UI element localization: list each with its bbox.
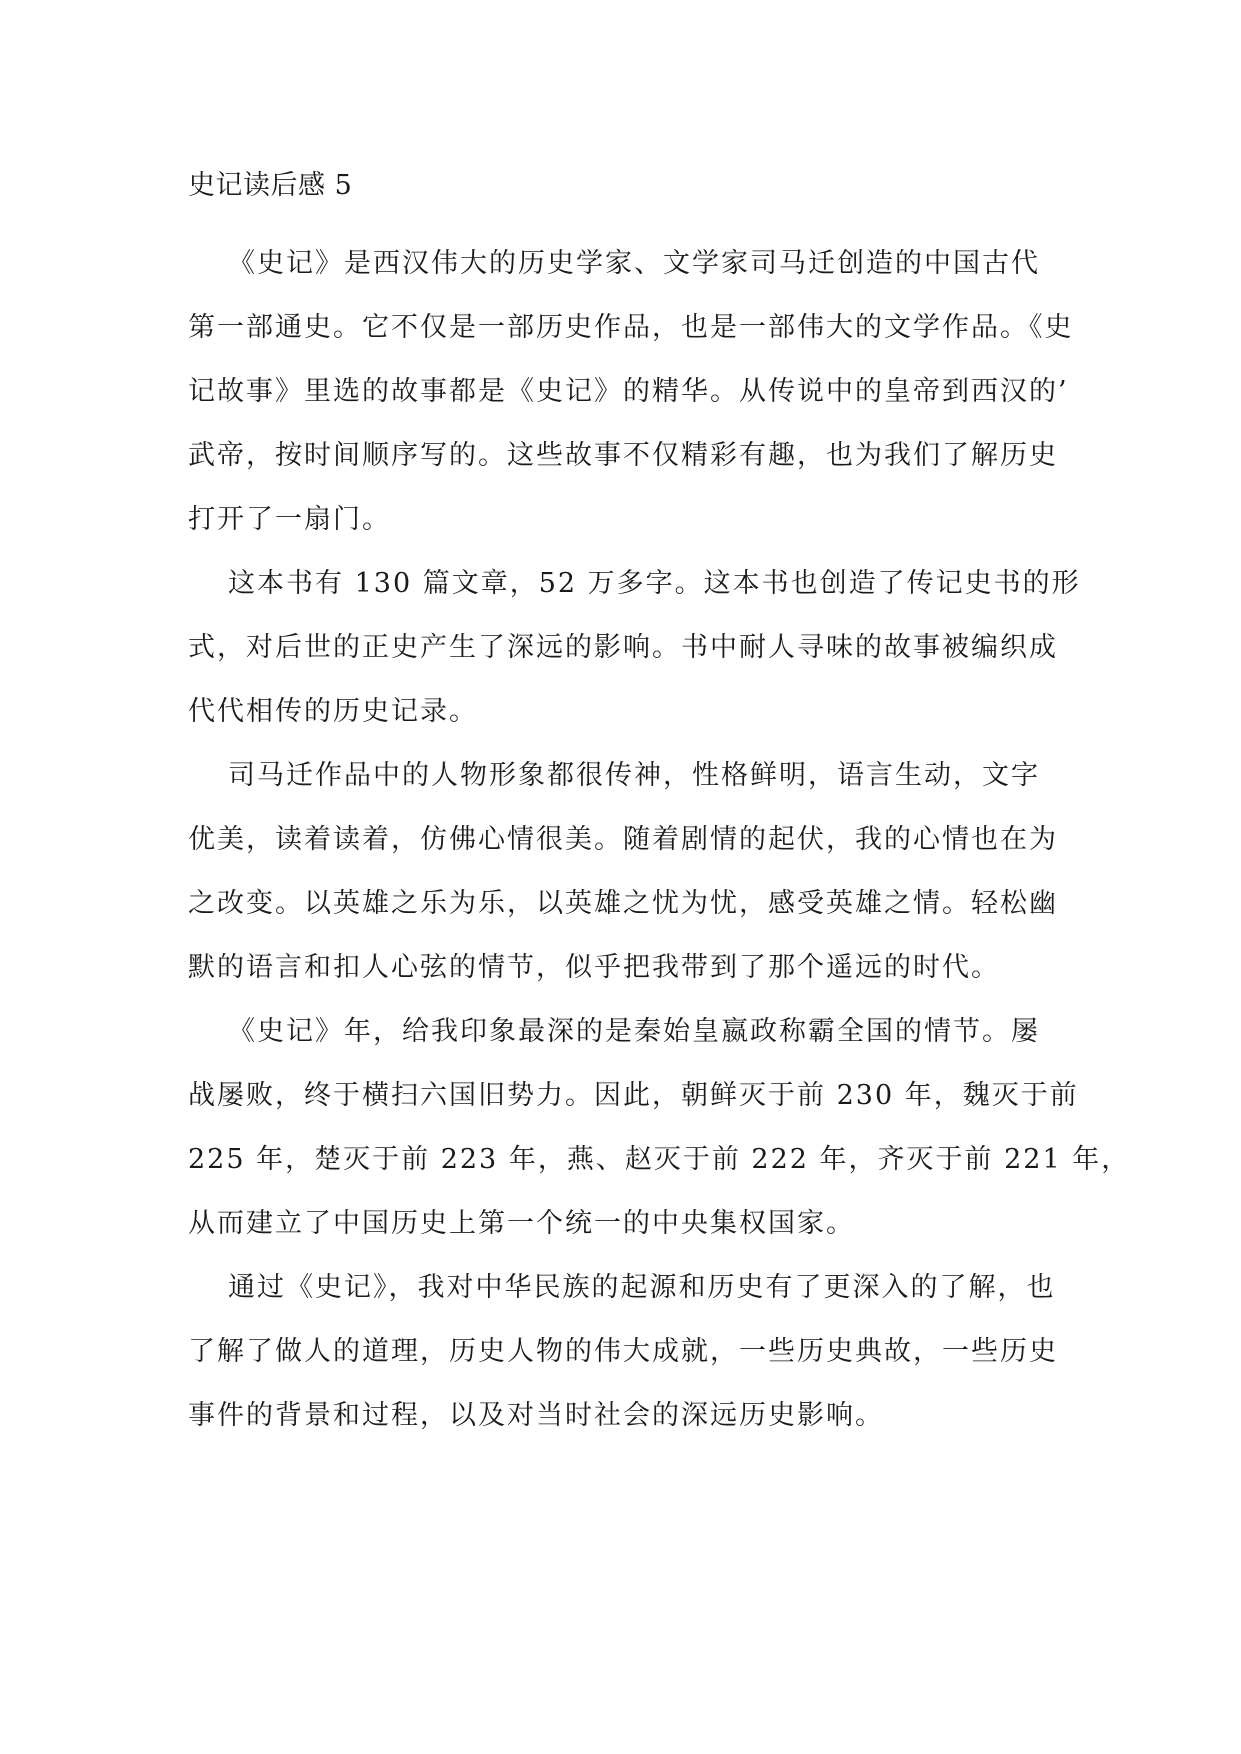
paragraph-4 bbox=[188, 1000, 1131, 1256]
paragraph-line: 记故事》里选的故事都是《史记》的精华。从传说中的皇帝到西汉的’ bbox=[188, 376, 1069, 407]
paragraph-line: 225 年，楚灭于前 223 年，燕、赵灭于前 222 年，齐灭于前 221 年， bbox=[188, 1144, 1131, 1175]
paragraph-5 bbox=[188, 1256, 1058, 1448]
paragraph-line: 第一部通史。它不仅是一部历史作品，也是一部伟大的文学作品。《史 bbox=[188, 312, 1074, 343]
document-body bbox=[188, 160, 1131, 1448]
paragraph-line: 了解了做人的道理，历史人物的伟大成就，一些历史典故，一些历史 bbox=[188, 1336, 1058, 1367]
paragraph-line: 通过《史记》，我对中华民族的起源和历史有了更深入的了解，也 bbox=[228, 1272, 1056, 1303]
paragraph-line: 代代相传的历史记录。 bbox=[188, 696, 478, 727]
paragraph-line: 武帝，按时间顺序写的。这些故事不仅精彩有趣，也为我们了解历史 bbox=[188, 440, 1058, 471]
paragraph-2 bbox=[188, 552, 1081, 744]
paragraph-line: 之改变。以英雄之乐为乐，以英雄之忧为忧，感受英雄之情。轻松幽 bbox=[188, 888, 1058, 919]
paragraph-line: 从而建立了中国历史上第一个统一的中央集权国家。 bbox=[188, 1208, 855, 1239]
paragraph-line: 打开了一扇门。 bbox=[188, 504, 391, 535]
paragraph-line: 这本书有 130 篇文章，52 万多字。这本书也创造了传记史书的形 bbox=[228, 568, 1081, 599]
paragraph-3 bbox=[188, 744, 1058, 1000]
paragraph-line: 默的语言和扣人心弦的情节，似乎把我带到了那个遥远的时代。 bbox=[188, 952, 1000, 983]
paragraph-line: 式，对后世的正史产生了深远的影响。书中耐人寻味的故事被编织成 bbox=[188, 632, 1058, 663]
paragraph-line: 战屡败，终于横扫六国旧势力。因此，朝鲜灭于前 230 年，魏灭于前 bbox=[188, 1080, 1079, 1111]
paragraph-line: 事件的背景和过程，以及对当时社会的深远历史影响。 bbox=[188, 1400, 884, 1431]
paragraph-line: 优美，读着读着，仿佛心情很美。随着剧情的起伏，我的心情也在为 bbox=[188, 824, 1058, 855]
paragraph-line: 司马迁作品中的人物形象都很传神，性格鲜明，语言生动，文字 bbox=[228, 760, 1040, 791]
paragraph-line: 《史记》年，给我印象最深的是秦始皇嬴政称霸全国的情节。屡 bbox=[228, 1016, 1040, 1047]
paragraph-line: 《史记》是西汉伟大的历史学家、文学家司马迁创造的中国古代 bbox=[228, 248, 1040, 279]
document-title: 史记读后感 5 bbox=[188, 170, 353, 201]
paragraph-1 bbox=[188, 232, 1074, 552]
